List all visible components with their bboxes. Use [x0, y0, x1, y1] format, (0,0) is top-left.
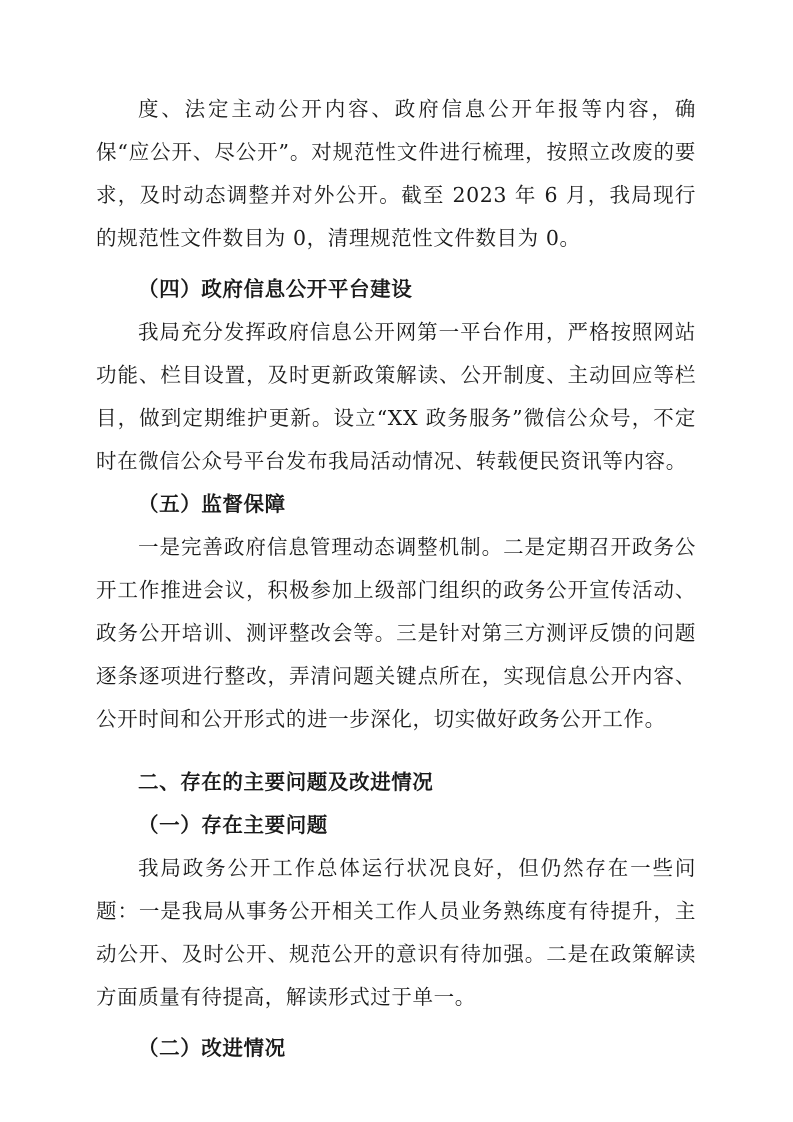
paragraph-main-problems: 我局政务公开工作总体运行状况良好，但仍然存在一些问题：一是我局从事务公开相关工作人员业务熟练度有待提升，主动公开、及时公开、规范公开的意识有待加强。二是在政策解读方面质量有待提高，解读形式过于单一。	[96, 856, 696, 1009]
paragraph-continued-opening: 度、法定主动公开内容、政府信息公开年报等内容，确保“应公开、尽公开”。对规范性文件进行梳理，按照立改废的要求，及时动态调整并对外公开。截至 2023 年 6 月，我局现行的规范性文件数目为 0，清理规范性文件数目为 0。	[96, 97, 696, 250]
spacer	[96, 1019, 696, 1027]
spacer	[96, 260, 696, 268]
paragraph-supervision: 一是完善政府信息管理动态调整机制。二是定期召开政务公开工作推进会议，积极参加上级部门组织的政务公开宣传活动、政务公开培训、测评整改会等。三是针对第三方测评反馈的问题逐条逐项进行整改，弄清问题关键点所在，实现信息公开内容、公开时间和公开形式的进一步深化，切实做好政务公开工作。	[96, 535, 696, 731]
subheading-one-main-problems: （一）存在主要问题	[138, 813, 328, 837]
subheading-five: （五）监督保障	[138, 492, 286, 516]
spacer	[96, 741, 696, 761]
document-body	[96, 88, 696, 1070]
subheading-two-improvements: （二）改进情况	[138, 1036, 286, 1060]
subheading-four: （四）政府信息公开平台建设	[138, 277, 413, 301]
paragraph-platform-construction: 我局充分发挥政府信息公开网第一平台作用，严格按照网站功能、栏目设置，及时更新政策解读、公开制度、主动回应等栏目，做到定期维护更新。设立“XX 政务服务”微信公众号，不定时在微信公众号平台发布我局活动情况、转载便民资讯等内容。	[96, 320, 696, 473]
heading-section-two: 二、存在的主要问题及改进情况	[138, 770, 434, 794]
